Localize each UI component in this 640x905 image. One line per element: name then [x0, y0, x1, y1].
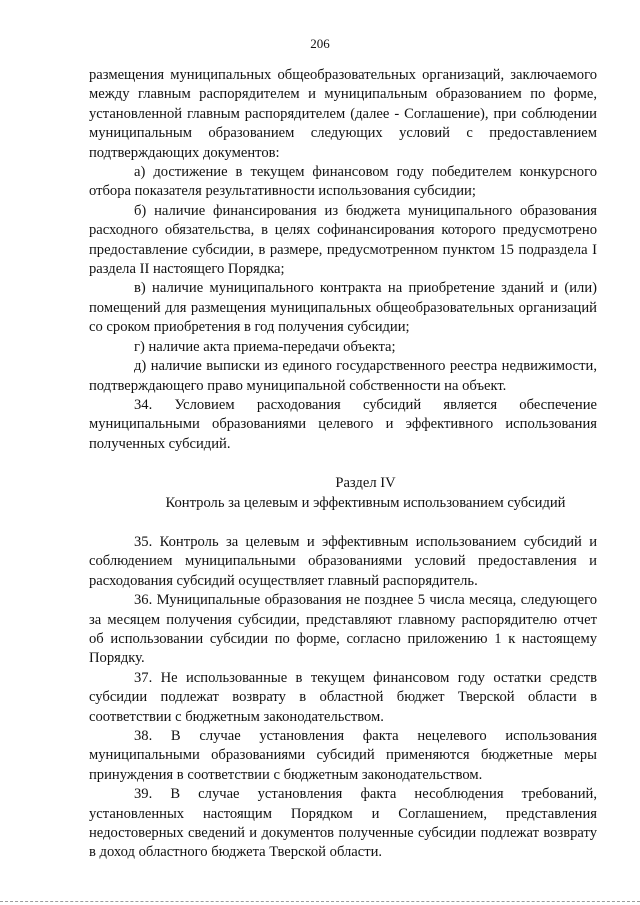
clause-34-paragraph: 34. Условием расходования субсидий является обеспечение муниципальными образованиями целевого и эффективного использования полученных субсидий.	[89, 396, 597, 452]
condition-a-paragraph: а) достижение в текущем финансовом году победителем конкурсного отбора показателя результативности использования субсидии;	[89, 164, 597, 200]
clause-36-paragraph: 36. Муниципальные образования не позднее 5 числа месяца, следующего за месяцем получения субсидии, представляют главному распорядителю отчет об использовании субсидии по форме, согласно приложению 1 к настоящему Порядку.	[89, 592, 597, 667]
condition-v-paragraph: в) наличие муниципального контракта на приобретение зданий и (или) помещений для размещения муниципальных общеобразовательных организаций со сроком приобретения в год получения субсидии;	[89, 280, 597, 336]
spacer	[89, 454, 597, 474]
clause-39-paragraph: 39. В случае установления факта несоблюдения требований, установленных настоящим Порядком и Соглашением, представления недостоверных сведений и документов полученные субсидии подлежат возврату в доход областного бюджета Тверской области.	[89, 786, 597, 861]
document-body	[89, 66, 597, 863]
condition-g-paragraph: г) наличие акта приема-передачи объекта;	[134, 338, 396, 355]
page-bottom-edge	[0, 901, 640, 902]
condition-d-paragraph: д) наличие выписки из единого государственного реестра недвижимости, подтверждающего право муниципальной собственности на объект.	[89, 358, 597, 394]
section-title: Раздел IV	[335, 475, 396, 492]
section-subtitle: Контроль за целевым и эффективным использованием субсидий	[165, 494, 566, 511]
clause-38-paragraph: 38. В случае установления факта нецелевого использования муниципальными образованиями субсидий применяются бюджетные меры принуждения в соответствии с бюджетным законодательством.	[89, 728, 597, 783]
intro-paragraph: размещения муниципальных общеобразовательных организаций, заключаемого между главным распорядителем и муниципальным образованием по форме, установленной главным распорядителем (далее - Соглашение), при соблюдении муниципальным образованием следующих условий с предоставлением подтверждающих документов:	[89, 67, 597, 161]
page-number: 206	[310, 36, 330, 51]
condition-b-paragraph: б) наличие финансирования из бюджета муниципального образования расходного обязательства, в целях софинансирования которого предусмотрено предоставление субсидии, в размере, предусмотренном пунктом 15 подраздела I раздела II настоящего Порядка;	[89, 202, 597, 278]
clause-35-paragraph: 35. Контроль за целевым и эффективным использованием субсидий и соблюдением муниципальными образованиями условий предоставления и расходования субсидий осуществляет главный распорядитель.	[89, 533, 597, 589]
spacer	[89, 513, 597, 533]
clause-37-paragraph: 37. Не использованные в текущем финансовом году остатки средств субсидии подлежат возврату в областной бюджет Тверской области в соответствии с бюджетным законодательством.	[89, 669, 597, 725]
